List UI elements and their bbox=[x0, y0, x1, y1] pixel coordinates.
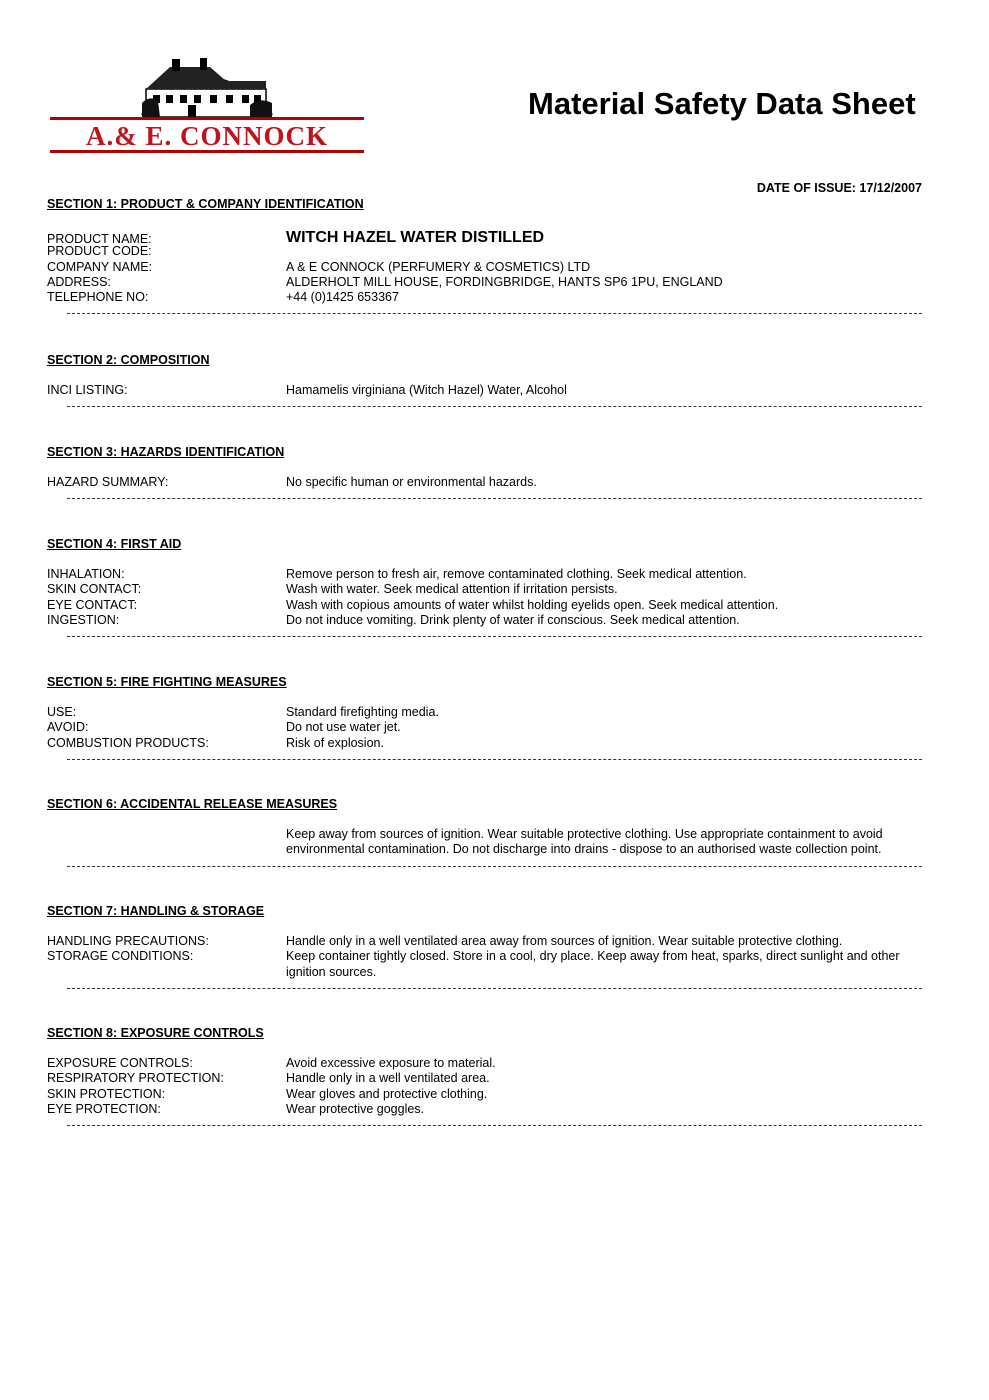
section-divider bbox=[67, 636, 922, 637]
field-row bbox=[47, 582, 937, 597]
field-value: Wash with water. Seek medical attention if irritation persists. bbox=[286, 582, 618, 597]
field-value: Risk of explosion. bbox=[286, 735, 384, 750]
section-divider bbox=[67, 406, 922, 407]
field-row bbox=[47, 736, 937, 751]
field-row bbox=[47, 475, 937, 490]
field-value: Standard firefighting media. bbox=[286, 705, 439, 719]
field-row bbox=[47, 705, 937, 720]
field-label: PRODUCT CODE: bbox=[47, 244, 152, 259]
logo-text: A.& E. CONNOCK bbox=[86, 121, 328, 151]
field-label: HANDLING PRECAUTIONS: bbox=[47, 934, 209, 948]
company-logo bbox=[50, 55, 364, 157]
field-value: +44 (0)1425 653367 bbox=[286, 290, 399, 305]
field-label: ADDRESS: bbox=[47, 274, 111, 289]
section-title: SECTION 1: PRODUCT & COMPANY IDENTIFICATION bbox=[47, 197, 364, 211]
field-row bbox=[47, 949, 937, 980]
field-row bbox=[47, 827, 937, 858]
section-divider bbox=[67, 988, 922, 989]
field-row bbox=[47, 598, 937, 613]
field-label: STORAGE CONDITIONS: bbox=[47, 949, 194, 964]
field-row bbox=[47, 934, 937, 949]
section-accidental-release bbox=[47, 797, 937, 867]
field-row bbox=[47, 720, 937, 735]
section-exposure-controls bbox=[47, 1026, 937, 1126]
field-value: Wear protective goggles. bbox=[286, 1101, 425, 1116]
field-label: INGESTION: bbox=[47, 612, 120, 627]
field-row bbox=[47, 613, 937, 628]
date-of-issue: DATE OF ISSUE: 17/12/2007 bbox=[756, 181, 922, 195]
field-label: AVOID: bbox=[47, 720, 89, 735]
field-label: HAZARD SUMMARY: bbox=[47, 475, 169, 489]
field-value: No specific human or environmental hazards. bbox=[286, 475, 537, 489]
section-title: SECTION 5: FIRE FIGHTING MEASURES bbox=[47, 675, 287, 689]
section-divider bbox=[67, 866, 922, 867]
section-divider bbox=[67, 498, 922, 499]
field-value bbox=[286, 244, 937, 259]
field-label: COMPANY NAME: bbox=[47, 259, 153, 274]
field-row bbox=[47, 260, 937, 275]
field-value: Wash with copious amounts of water whilst holding eyelids open. Seek medical attention. bbox=[286, 597, 779, 612]
field-value: Do not use water jet. bbox=[286, 720, 401, 735]
field-row bbox=[47, 1102, 937, 1117]
field-label: INCI LISTING: bbox=[47, 383, 128, 397]
section-title: SECTION 6: ACCIDENTAL RELEASE MEASURES bbox=[47, 797, 338, 811]
field-value: Do not induce vomiting. Drink plenty of water if conscious. Seek medical attention. bbox=[286, 612, 740, 627]
field-value: Keep container tightly closed. Store in a cool, dry place. Keep away from heat, sparks, direct sunlight and other ignition sources. bbox=[286, 949, 900, 979]
field-label: RESPIRATORY PROTECTION: bbox=[47, 1071, 224, 1086]
section-product-identification bbox=[47, 197, 937, 314]
field-label: SKIN PROTECTION: bbox=[47, 1086, 166, 1101]
field-label: COMBUSTION PRODUCTS: bbox=[47, 735, 209, 750]
section-title: SECTION 3: HAZARDS IDENTIFICATION bbox=[47, 445, 285, 459]
field-label: USE: bbox=[47, 705, 77, 719]
field-label bbox=[47, 827, 286, 858]
field-value: Avoid excessive exposure to material. bbox=[286, 1056, 496, 1070]
field-value: ALDERHOLT MILL HOUSE, FORDINGBRIDGE, HANTS SP6 1PU, ENGLAND bbox=[286, 274, 723, 289]
field-label: EYE PROTECTION: bbox=[47, 1101, 161, 1116]
section-title: SECTION 7: HANDLING & STORAGE bbox=[47, 904, 265, 918]
field-value: Hamamelis virginiana (Witch Hazel) Water, Alcohol bbox=[286, 383, 567, 397]
field-label: INHALATION: bbox=[47, 567, 125, 581]
field-value: Wear gloves and protective clothing. bbox=[286, 1086, 488, 1101]
field-value: Handle only in a well ventilated area. bbox=[286, 1071, 490, 1086]
section-divider bbox=[67, 313, 922, 314]
document-title: Material Safety Data Sheet bbox=[528, 86, 916, 121]
field-label: PRODUCT NAME: bbox=[47, 232, 152, 246]
field-row bbox=[47, 1056, 937, 1071]
section-first-aid bbox=[47, 537, 937, 637]
field-label: EXPOSURE CONTROLS: bbox=[47, 1056, 193, 1070]
section-title: SECTION 2: COMPOSITION bbox=[47, 353, 210, 367]
field-row bbox=[47, 567, 937, 582]
field-row bbox=[47, 290, 937, 305]
field-row bbox=[47, 383, 937, 398]
field-value: Handle only in a well ventilated area away from sources of ignition. Wear suitable protective clothing. bbox=[286, 934, 843, 948]
section-handling-storage bbox=[47, 904, 937, 989]
section-fire-fighting bbox=[47, 675, 937, 760]
field-value: Remove person to fresh air, remove contaminated clothing. Seek medical attention. bbox=[286, 567, 747, 581]
field-row bbox=[47, 244, 937, 259]
section-title: SECTION 8: EXPOSURE CONTROLS bbox=[47, 1026, 264, 1040]
product-name-value: WITCH HAZEL WATER DISTILLED bbox=[286, 229, 545, 246]
section-divider bbox=[67, 1125, 922, 1126]
section-divider bbox=[67, 759, 922, 760]
section-title: SECTION 4: FIRST AID bbox=[47, 537, 182, 551]
field-label: EYE CONTACT: bbox=[47, 597, 138, 612]
field-value: Keep away from sources of ignition. Wear suitable protective clothing. Use appropriate containment to avoid environmental contamination. Do not discharge into drains - dispose to an authorised waste collection point. bbox=[286, 827, 883, 857]
field-label: SKIN CONTACT: bbox=[47, 582, 142, 597]
field-row bbox=[47, 1087, 937, 1102]
field-label: TELEPHONE NO: bbox=[47, 290, 149, 305]
field-row bbox=[47, 1071, 937, 1086]
section-hazards bbox=[47, 445, 937, 499]
section-composition bbox=[47, 353, 937, 407]
field-row bbox=[47, 275, 937, 290]
field-value: A & E CONNOCK (PERFUMERY & COSMETICS) LTD bbox=[286, 259, 591, 274]
